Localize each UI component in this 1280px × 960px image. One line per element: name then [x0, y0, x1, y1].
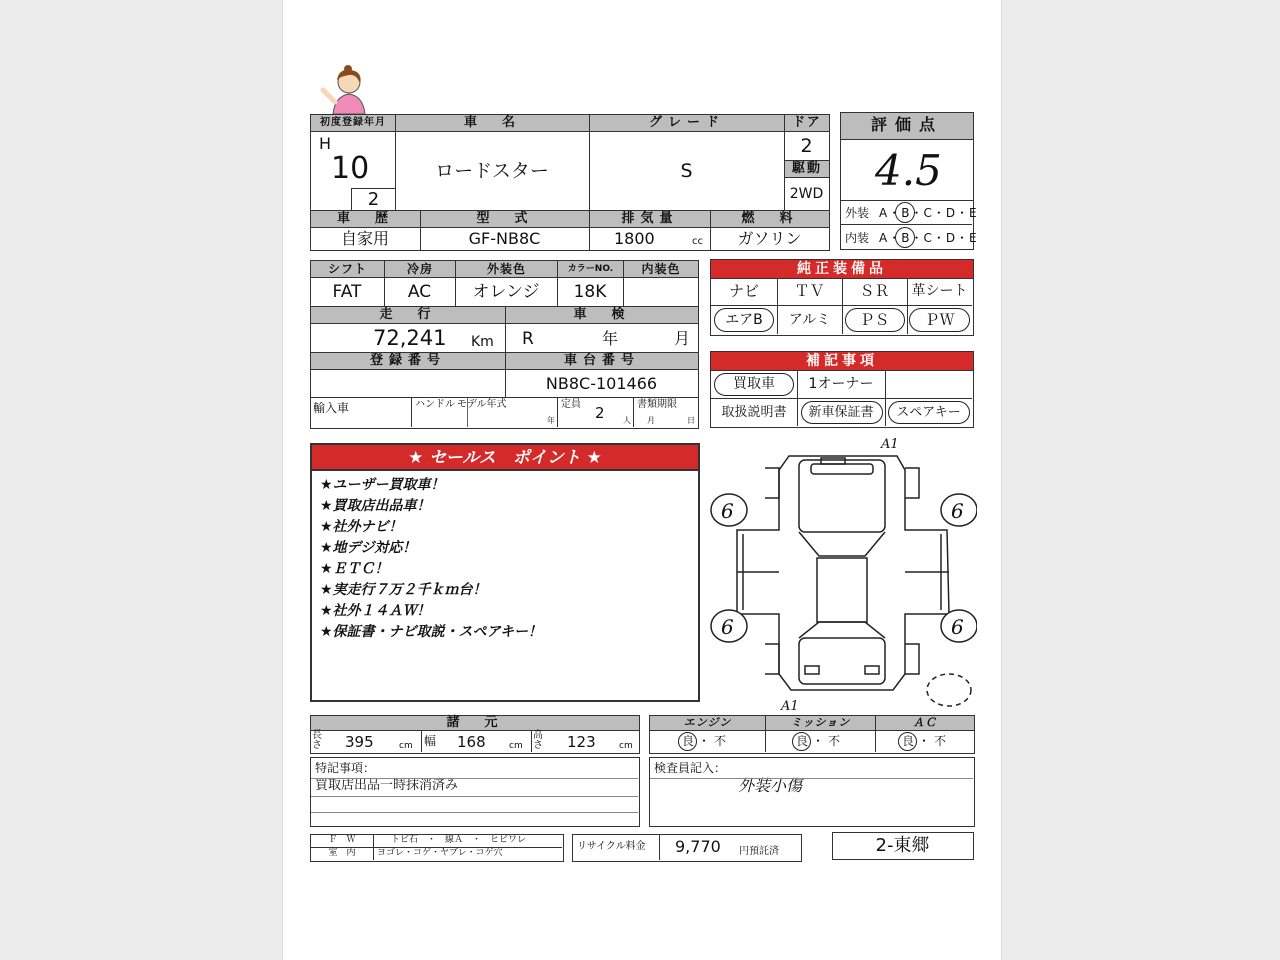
capacity: 2 — [595, 404, 605, 422]
model-header: 型 式 — [420, 210, 590, 228]
remarks-box — [310, 757, 640, 827]
inspection-year-unit: 年 — [602, 329, 619, 348]
condition-cell — [840, 200, 978, 250]
interior-scale: A・B・C・D・E — [879, 231, 978, 245]
color-no-cell — [557, 277, 624, 307]
length-label: 長さ — [312, 730, 322, 751]
equip-sr: ＳＲ — [859, 282, 890, 300]
doors-cell — [784, 131, 830, 161]
note-spare-key: スペアキー — [896, 405, 961, 420]
remarks-text: 買取店出品一時抹消済み — [315, 778, 459, 793]
exterior-label: 外装 — [845, 206, 870, 220]
note-spare-key-circle — [888, 401, 970, 424]
color-cell — [455, 277, 558, 307]
fuel-header: 燃 料 — [710, 210, 830, 228]
exterior-selected-circle — [895, 202, 915, 223]
doc-label: 書類期限 — [637, 399, 677, 410]
model-cell — [420, 227, 590, 251]
mechanical-cell — [649, 730, 975, 754]
color-header: 外装色 — [455, 260, 558, 278]
transmission-header: ミッション — [765, 715, 876, 731]
diagram-mark-front: A1 — [881, 438, 899, 452]
recycle-label: リサイクル料金 — [577, 841, 646, 852]
history: 自家用 — [340, 229, 389, 248]
ac-cell — [384, 277, 456, 307]
sales-point: ★ユーザー買取車！ — [320, 477, 445, 493]
fw-label: Ｆ Ｗ — [328, 835, 356, 845]
sales-point: ★保証書・ナビ取説・スペアキー！ — [320, 624, 542, 640]
sales-point: ★地デジ対応！ — [320, 540, 417, 556]
chassis-header: 車台番号 — [505, 352, 699, 370]
ac-good-circle — [898, 732, 917, 751]
door-header: ドア — [784, 114, 830, 132]
engine-header: エンジン — [649, 715, 766, 731]
length-unit: cm — [399, 741, 413, 751]
grade: S — [680, 160, 693, 182]
misc-row — [310, 397, 699, 429]
handle-label: ハンドル — [415, 399, 455, 410]
sales-point: ★ＥＴＣ！ — [320, 561, 389, 577]
equip-ps: ＰＳ — [859, 311, 890, 329]
history-header: 車 歴 — [310, 210, 421, 228]
sales-point: ★社外１４ＡＷ！ — [320, 603, 431, 619]
sales-title: ★ セールス ポイント ★ — [408, 448, 602, 468]
score-value: 4.5 — [875, 146, 942, 195]
fw-items: トビ石 ・ 線Ａ ・ ヒビワレ — [391, 835, 527, 845]
mileage: 72,241 — [373, 326, 447, 350]
sales-box — [310, 443, 700, 702]
year-unit: 年 — [547, 416, 555, 425]
model: GF-NB8C — [468, 229, 541, 248]
inspector-box — [649, 757, 975, 827]
grade-header: グレード — [589, 114, 785, 132]
inspector-text: 外装小傷 — [738, 776, 803, 795]
length: 395 — [345, 733, 374, 751]
car-name: ロードスター — [435, 160, 549, 182]
diagram-mark-rear: A1 — [781, 699, 799, 714]
equip-tv: ＴＶ — [794, 282, 825, 300]
shift: FAT — [332, 282, 362, 302]
recycle-box — [572, 834, 802, 862]
width-unit: cm — [509, 741, 523, 751]
lot-box — [832, 832, 974, 860]
note-purchase-circle — [714, 373, 794, 396]
legend-box — [310, 834, 564, 862]
engine-status: 良・不 — [682, 734, 731, 748]
room-label: 室 内 — [328, 848, 356, 858]
equip-pw: ＰＷ — [924, 311, 955, 329]
height-label: 高さ — [533, 730, 543, 751]
equipment-grid — [710, 278, 974, 336]
drive-header: 駆動 — [784, 160, 830, 178]
drive: 2WD — [789, 186, 824, 202]
note-warranty-circle — [801, 401, 883, 424]
lot-code: 2-東郷 — [875, 835, 930, 856]
car-name-cell — [395, 131, 590, 211]
inspection-era: R — [522, 329, 534, 349]
exterior-scale: A・B・C・D・E — [879, 206, 978, 220]
diagram-mark-rl: 6 — [721, 615, 734, 639]
equip-pw-circle — [909, 308, 970, 332]
car-damage-diagram — [707, 438, 977, 716]
era: H — [319, 134, 332, 153]
note-one-owner: 1オーナー — [808, 376, 874, 392]
equip-ps-circle — [845, 308, 905, 332]
room-items: ヨゴレ・コゲ・ヤブレ・コゲ穴 — [377, 848, 503, 858]
drive-cell — [784, 177, 830, 211]
mileage-cell — [310, 323, 506, 353]
inspection-cell — [505, 323, 699, 353]
displacement-header: 排気量 — [589, 210, 711, 228]
import-label: 輸入車 — [313, 401, 350, 415]
displacement-unit: cc — [692, 236, 703, 247]
first-reg-cell — [310, 131, 396, 211]
chassis: NB8C-101466 — [545, 374, 658, 393]
equipment-header: 純正装備品 — [710, 259, 974, 279]
capacity-label: 定員 — [561, 399, 581, 410]
shift-cell — [310, 277, 385, 307]
ac-status: 良・不 — [902, 734, 951, 748]
width: 168 — [457, 733, 486, 751]
score-header: 評価点 — [840, 112, 974, 140]
interior-color-header: 内装色 — [623, 260, 699, 278]
inspection-month-unit: 月 — [674, 329, 691, 348]
inspector-label: 検査員記入： — [654, 761, 727, 775]
mileage-unit: Km — [471, 334, 494, 350]
equip-leather: 革シート — [911, 283, 968, 299]
interior-selected-circle — [895, 227, 915, 248]
height-unit: cm — [619, 741, 633, 751]
width-label: 幅 — [424, 734, 437, 748]
fuel: ガソリン — [737, 229, 802, 248]
score-cell — [840, 139, 974, 201]
diagram-mark-fl: 6 — [721, 499, 734, 523]
interior-label: 内装 — [845, 231, 870, 245]
interior-color-cell — [623, 277, 699, 307]
transmission-status: 良・不 — [796, 734, 845, 748]
note-manual: 取扱説明書 — [721, 405, 787, 420]
sales-point: ★実走行７万２千ｋｍ台！ — [320, 582, 487, 598]
car-name-header: 車 名 — [395, 114, 590, 132]
note-warranty: 新車保証書 — [808, 405, 874, 420]
model-year-label: モデル年式 — [457, 399, 507, 410]
color: オレンジ — [472, 282, 540, 302]
recycle-amount: 9,770 — [675, 837, 721, 856]
plate-header: 登録番号 — [310, 352, 506, 370]
capacity-unit: 人 — [623, 416, 631, 425]
notes-grid — [710, 370, 974, 428]
engine-good-circle — [678, 732, 697, 751]
color-no-header: カラーNO. — [557, 260, 624, 278]
history-cell — [310, 227, 421, 251]
reg-month: 2 — [351, 188, 395, 210]
diagram-mark-rr: 6 — [951, 615, 964, 639]
dimensions-cell — [310, 730, 640, 754]
equip-alloy: アルミ — [788, 312, 831, 328]
transmission-good-circle — [792, 732, 811, 751]
height: 123 — [567, 733, 596, 751]
displacement: 1800 — [614, 229, 655, 248]
remarks-label: 特記事項： — [315, 761, 376, 775]
mascot-icon — [315, 64, 375, 114]
equip-airbag-circle — [714, 308, 774, 332]
plate-cell — [310, 369, 506, 398]
mileage-header: 走 行 — [310, 306, 506, 324]
sales-point: ★買取店出品車！ — [320, 498, 431, 514]
equip-navi: ナビ — [728, 282, 759, 300]
doc-day-unit: 日 — [687, 416, 695, 425]
ac-header: 冷房 — [384, 260, 456, 278]
diagram-mark-fr: 6 — [951, 499, 964, 523]
sales-point: ★社外ナビ！ — [320, 519, 403, 535]
equip-airbag: エアB — [725, 312, 763, 328]
notes-header: 補記事項 — [710, 351, 974, 371]
recycle-unit: 円預託済 — [739, 846, 779, 857]
color-no: 18K — [573, 282, 607, 302]
dimensions-header: 諸 元 — [310, 715, 640, 731]
auction-sheet — [282, 0, 1002, 960]
doc-month-unit: 月 — [647, 416, 655, 425]
shift-header: シフト — [310, 260, 385, 278]
grade-cell — [589, 131, 785, 211]
fuel-cell — [710, 227, 830, 251]
displacement-cell — [589, 227, 711, 251]
first-reg-header: 初度登録年月 — [310, 114, 396, 132]
inspection-header: 車 検 — [505, 306, 699, 324]
doors: 2 — [800, 135, 813, 157]
ac-status-header: ＡＣ — [875, 715, 975, 731]
reg-year: 10 — [331, 151, 370, 186]
ac: AC — [407, 282, 432, 302]
note-purchase: 買取車 — [733, 376, 775, 392]
chassis-cell — [505, 369, 699, 398]
